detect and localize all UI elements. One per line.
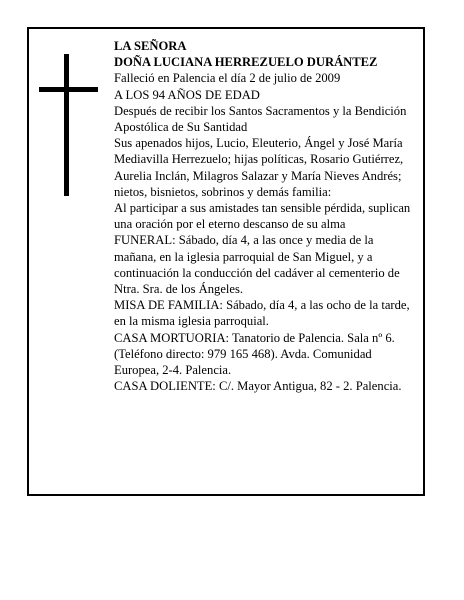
mourning-house-paragraph: CASA DOLIENTE: C/. Mayor Antigua, 82 - 2. Palencia. — [114, 379, 402, 394]
cross-horizontal-bar — [39, 87, 98, 92]
family-paragraph: Sus apenados hijos, Lucio, Eleuterio, Ángel y José María Mediavilla Herrezuelo; hijas políticas, Rosario Gutiérrez, Aurelia Inclán, Milagros Salazar y María Nieves Andrés; nietos, bisnietos, sobrinos y demás familia: — [114, 136, 404, 199]
deceased-name: DOÑA LUCIANA HERREZUELO DURÁNTEZ — [114, 55, 378, 70]
cross-vertical-bar — [64, 54, 69, 196]
funeral-paragraph: FUNERAL: Sábado, día 4, a las once y media de la mañana, en la iglesia parroquial de San Miguel, y a continuación la conducción del cadáver al cementerio de Ntra. Sra. de los Ángeles. — [114, 233, 400, 297]
age-line: A LOS 94 AÑOS DE EDAD — [114, 87, 260, 102]
cross-icon — [39, 54, 98, 196]
mass-paragraph: MISA DE FAMILIA: Sábado, día 4, a las ocho de la tarde, en la misma iglesia parroquial. — [114, 298, 410, 329]
death-line: Falleció en Palencia el día 2 de julio de 2009 — [114, 71, 341, 86]
obituary-text — [114, 38, 414, 394]
request-paragraph: Al participar a sus amistades tan sensible pérdida, suplican una oración por el eterno descanso de su alma — [114, 201, 411, 232]
funeral-home-paragraph: CASA MORTUORIA: Tanatorio de Palencia. Sala nº 6. (Teléfono directo: 979 165 468). Avda. Comunidad Europea, 2-4. Palencia. — [114, 330, 395, 378]
heading: LA SEÑORA — [114, 39, 187, 53]
sacraments-paragraph: Después de recibir los Santos Sacramentos y la Bendición Apostólica de Su Santidad — [114, 103, 407, 135]
